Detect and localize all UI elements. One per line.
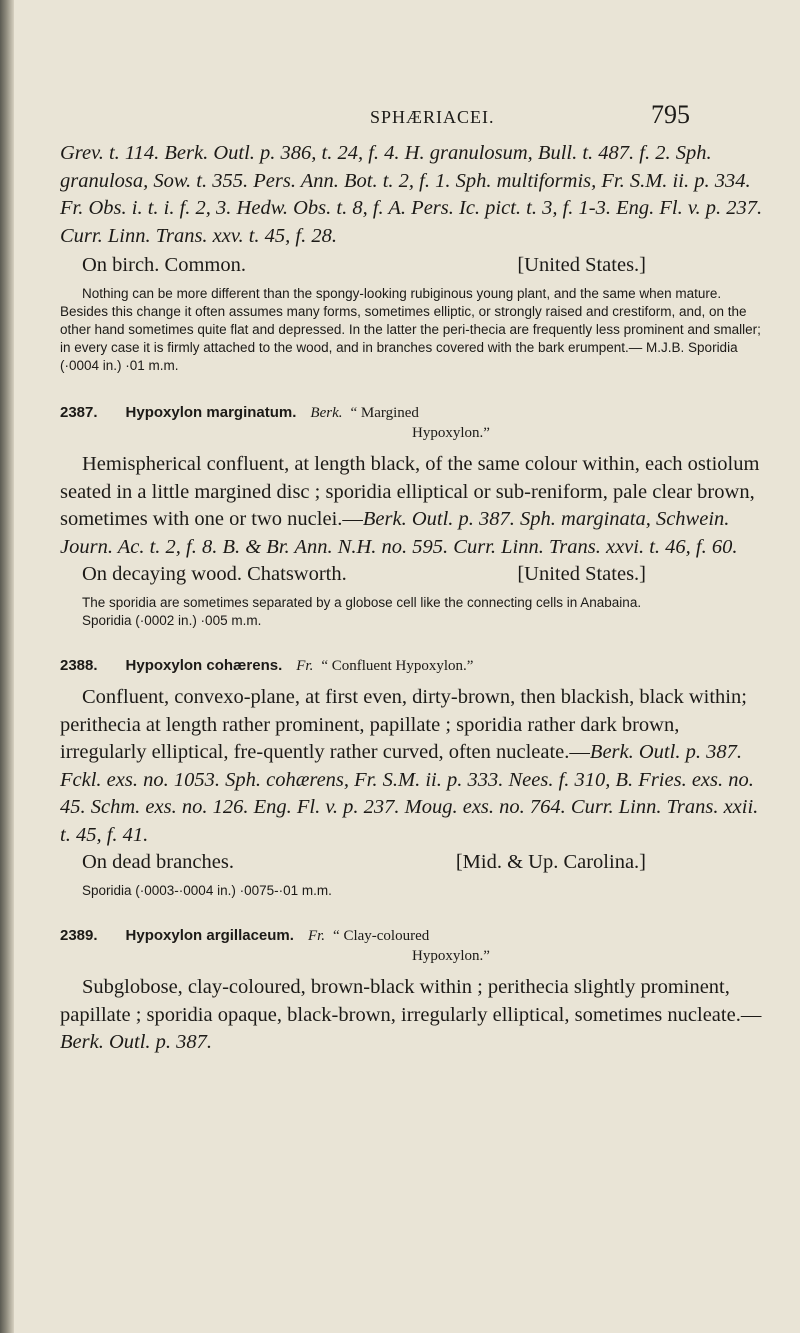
region-text: [United States.] [517,254,646,276]
region-text: [Mid. & Up. Carolina.] [455,851,646,873]
entry-heading [60,926,766,966]
entry-sporidia: Sporidia (·0003-·0004 in.) ·0075-·01 m.m. [82,883,332,898]
entry-description [60,451,766,561]
page-number: 795 [651,100,690,129]
habitat-text: On dead branches. [82,851,234,873]
common-name: “ Margined [350,405,419,421]
entry-number: 2388. [60,657,98,674]
species-name: Hypoxylon cohærens. [125,657,283,674]
entry-number: 2389. [60,927,98,944]
species-authority: Fr. [307,928,326,944]
page-gutter-shadow [0,0,14,1333]
entry-2388 [60,656,766,900]
entry-heading [60,656,766,676]
entry-note: The sporidia are sometimes separated by a globose cell like the connecting cells in Anabaina. [82,595,642,610]
entry-description [60,684,766,849]
common-name-continued: Hypoxylon.” [412,425,490,441]
page-header [0,97,800,129]
entry-habitat [60,849,766,876]
running-head: SPHÆRIACEI. [370,107,495,127]
species-name: Hypoxylon argillaceum. [125,927,294,944]
entry-2387 [60,403,766,630]
entry-habitat [60,252,766,279]
common-name: “ Confluent Hypoxylon.” [321,658,474,674]
entry-number: 2387. [60,404,98,421]
entry-sporidia: Sporidia (·0002 in.) ·005 m.m. [82,613,262,628]
common-name-continued: Hypoxylon.” [412,948,490,964]
region-text: [United States.] [517,563,646,585]
entry-heading [60,403,766,443]
entry-2389 [60,926,766,1057]
species-authority: Fr. [296,658,314,674]
description-references: Berk. Outl. p. 387. Sph. marginata, Schwein. Journ. Ac. t. 2, f. 8. B. & Br. Ann. N.H. no. 595. Curr. Linn. Trans. xxvi. t. 46, f. 60. [60,508,738,558]
page-body [60,140,766,1057]
habitat-text: On decaying wood. Chatsworth. [82,563,347,585]
description-text: Confluent, convexo-plane, at first even, dirty-brown, then blackish, black within; perithecia at length rather prominent, papillate ; sporidia rather dark brown, irregularly elliptical, fre-quently rather curved, often nucleate.— [60,686,747,763]
entry-continued [60,140,766,375]
habitat-text: On birch. Common. [82,254,246,276]
common-name: “ Clay-coloured [333,928,430,944]
species-name: Hypoxylon marginatum. [125,404,297,421]
entry-note: Nothing can be more different than the spongy-looking rubiginous young plant, and the same when mature. Besides this change it often assumes many forms, sometimes elliptic, or strongly raised and crestiform, and, on the other hand sometimes quite flat and depressed. In the latter the peri-thecia are frequently less prominent and smaller; in every case it is firmly attached to the wood, and in branches covered with the bark erumpent.— M.J.B. Sporidia (·0004 in.) ·01 m.m. [60,286,761,373]
entry-references: Grev. t. 114. Berk. Outl. p. 386, t. 24, f. 4. H. granulosum, Bull. t. 487. f. 2. Sph. granulosa, Sow. t. 355. Pers. Ann. Bot. t. 2, f. 1. Sph. multiformis, Fr. S.M. ii. p. 334. Fr. Obs. i. t. i. f. 2, 3. Hedw. Obs. t. 8, f. A. Pers. Ic. pict. t. 3, f. 1-3. Eng. Fl. v. p. 237. Curr. Linn. Trans. xxv. t. 45, f. 28. [60,142,763,247]
entry-habitat [60,561,766,588]
description-references: Berk. Outl. p. 387. Fckl. exs. no. 1053. Sph. cohærens, Fr. S.M. ii. p. 333. Nees. f. 310, B. Fries. exs. no. 45. Schm. exs. no. 126. Eng. Fl. v. p. 237. Moug. exs. no. 764. Curr. Linn. Trans. xxii. t. 45, f. 41. [60,741,759,846]
description-text: Subglobose, clay-coloured, brown-black within ; perithecia slightly prominent, papillate ; sporidia opaque, black-brown, irregularly elliptical, sometimes nucleate.— [60,976,762,1026]
description-references: Berk. Outl. p. 387. [60,1031,213,1053]
species-authority: Berk. [310,405,343,421]
description-text: Hemispherical confluent, at length black, of the same colour within, each ostiolum seated in a little margined disc ; sporidia elliptical or sub-reniform, pale clear brown, sometimes with one or two nuclei.— [60,453,760,530]
entry-description [60,974,766,1057]
